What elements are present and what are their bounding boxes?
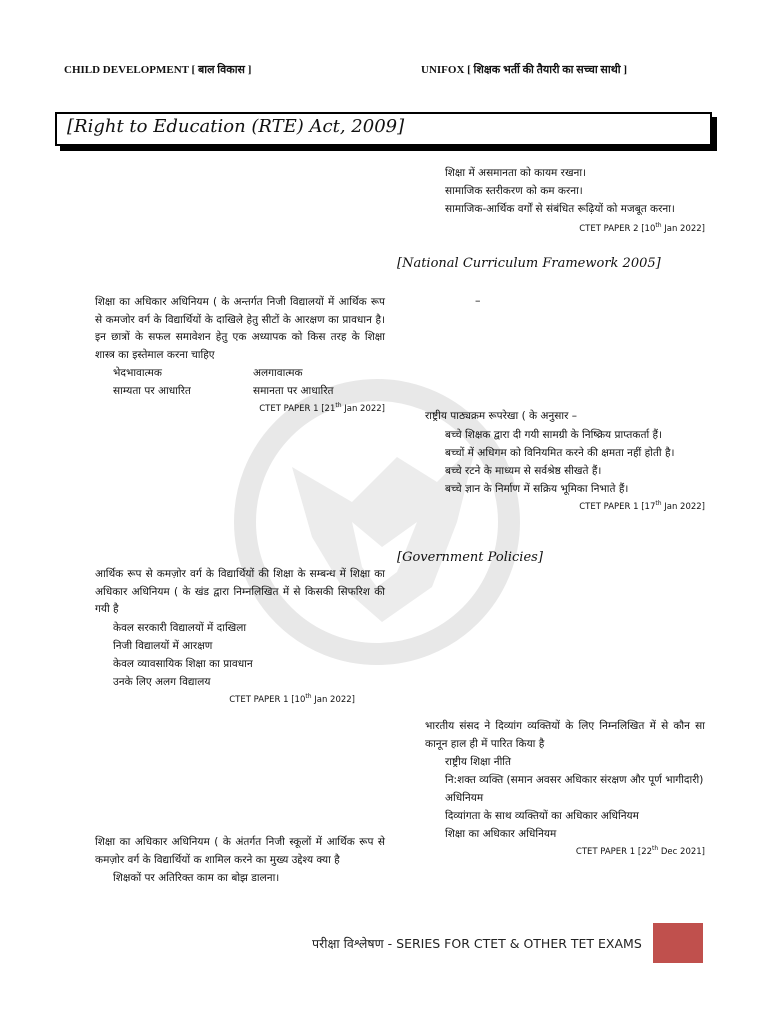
option: समानता पर आधारित: [253, 385, 334, 397]
option: केवल सरकारी विद्यालयों में दाखिला: [113, 621, 247, 634]
section-heading-ncf: [National Curriculum Framework 2005]: [397, 256, 661, 271]
question-1: [95, 294, 385, 414]
question-4: [425, 408, 705, 511]
title-box: [55, 112, 712, 146]
option: बच्चे रटने के माध्यम से सर्वश्रेष्ठ सीखते हैं।: [445, 464, 602, 477]
option: सामाजिक-आर्थिक वर्गों से संबंधित रूढ़ियों को मजबूत करना।: [445, 203, 675, 215]
option: शिक्षा में असमानता को कायम रखना।: [445, 167, 587, 179]
option: सामाजिक स्तरीकरण को कम करना।: [445, 185, 583, 197]
page-title: [Right to Education (RTE) Act, 2009]: [67, 116, 405, 137]
footer-hindi: परीक्षा विश्लेषण: [312, 936, 384, 951]
footer-text: [312, 935, 642, 952]
question-source: CTET PAPER 1 [21th Jan 2022]: [259, 402, 385, 414]
option: उनके लिए अलग विद्यालय: [113, 675, 211, 688]
option: शिक्षकों पर अतिरिक्त काम का बोझ डालना।: [113, 872, 280, 884]
right-continued: [425, 164, 705, 234]
footer-accent-box: [653, 923, 703, 963]
question-text: शिक्षा का अधिकार अधिनियम ( के अन्तर्गत निजी विद्यालयों में आर्थिक रूप से कमजोर वर्ग के विद्यार्थियों के दाखिले हेतु सीटों के आरक्षण का प्रावधान है। इन छात्रों के सफल समावेशन हेतु एक अध्यापक को किस तरह के शिक्षा शास्त्र का इस्तेमाल करना चाहिए: [95, 296, 385, 361]
question-5: [425, 718, 705, 857]
question-3: [95, 834, 385, 887]
option-grid: [95, 364, 385, 400]
option: बच्चों में अधिगम को विनियमित करने की क्षमता नहीं होती है।: [445, 446, 675, 459]
dash-mark: –: [475, 294, 481, 307]
question-text: भारतीय संसद ने दिव्यांग व्यक्तियों के लिए निम्नलिखित में से कौन सा कानून हाल ही में पारित किया है: [425, 720, 705, 750]
footer-english: - SERIES FOR CTET & OTHER TET EXAMS: [383, 936, 642, 951]
option: शिक्षा का अधिकार अधिनियम: [445, 828, 557, 840]
option: अलगावात्मक: [253, 367, 303, 379]
option: भेदभावात्मक: [113, 367, 162, 379]
question-source: CTET PAPER 1 [10th Jan 2022]: [229, 692, 355, 705]
header-left: CHILD DEVELOPMENT [ बाल विकास ]: [64, 64, 252, 76]
option: केवल व्यावसायिक शिक्षा का प्रावधान: [113, 657, 253, 670]
question-text: आर्थिक रूप से कमज़ोर वर्ग के विद्यार्थियों की शिक्षा के सम्बन्ध में शिक्षा का अधिकार अधिनियम ( के खंड द्वारा निम्नलिखित में से किसकी सिफरिश की गयी है: [95, 568, 385, 615]
option: बच्चे शिक्षक द्वारा दी गयी सामग्री के निष्क्रिय प्राप्तकर्ता हैं।: [445, 428, 663, 441]
question-text: राष्ट्रीय पाठ्यक्रम रूपरेखा ( के अनुसार –: [425, 410, 577, 422]
question-source: CTET PAPER 1 [17th Jan 2022]: [579, 499, 705, 512]
option: नि:शक्त व्यक्ति (समान अवसर अधिकार संरक्षण और पूर्ण भागीदारी) अधिनियम: [445, 774, 704, 804]
question-text: शिक्षा का अधिकार अधिनियम ( के अंतर्गत निजी स्कूलों में आर्थिक रूप से कमज़ोर वर्ग के विद्यार्थियों क शामिल करने का मुख्य उद्देश्य क्या है: [95, 836, 385, 866]
section-heading-government: [Government Policies]: [397, 550, 543, 565]
option: राष्ट्रीय शिक्षा नीति: [445, 756, 511, 768]
header-right: UNIFOX [ शिक्षक भर्ती की तैयारी का सच्चा साथी ]: [421, 64, 627, 76]
option: दिव्यांगता के साथ व्यक्तियों का अधिकार अधिनियम: [445, 810, 639, 822]
option: साम्यता पर आधारित: [113, 385, 191, 397]
question-source: CTET PAPER 1 [22th Dec 2021]: [575, 845, 705, 857]
option: बच्चे ज्ञान के निर्माण में सक्रिय भूमिका निभाते हैं।: [445, 482, 629, 495]
option: निजी विद्यालयों में आरक्षण: [113, 639, 213, 652]
question-source: CTET PAPER 2 [10th Jan 2022]: [579, 222, 705, 234]
question-2: [95, 566, 385, 704]
